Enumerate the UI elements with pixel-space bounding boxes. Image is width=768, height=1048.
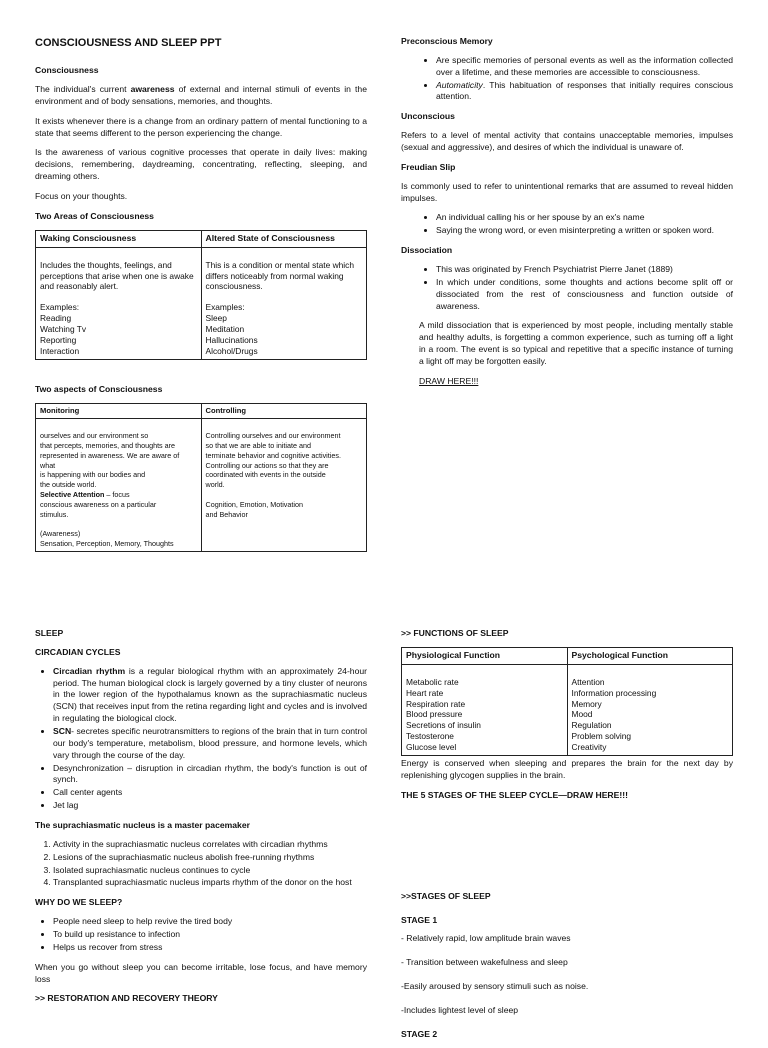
consciousness-paragraph-2: It exists whenever there is a change from an ordinary pattern of mental functioning to a state that seems different to the person experiencing the change.: [35, 115, 367, 138]
list-item: • Are specific memories of personal events as well as the information collected over a lifetime, and these memories are accessible to consciousness.: [436, 55, 733, 79]
two-aspects-table: [35, 403, 367, 552]
physiological-header: Physiological Function: [402, 647, 568, 664]
stages-of-sleep-heading: >>STAGES OF SLEEP: [401, 890, 491, 901]
list-item: • In which under conditions, some thoughts and actions become split off or dissociated from the rest of consciousness and function outside of awareness.: [436, 277, 733, 313]
why-sleep-heading: WHY DO WE SLEEP?: [35, 897, 123, 908]
list-item: • Helps us recover from stress: [53, 942, 367, 954]
why-sleep-paragraph: When you go without sleep you can become irritable, lose focus, and have memory loss: [35, 961, 367, 984]
restoration-heading: >> RESTORATION AND RECOVERY THEORY: [35, 993, 218, 1004]
consciousness-heading: Consciousness: [35, 65, 99, 76]
functions-table: [401, 647, 733, 756]
list-item: 3. Isolated suprachiasmatic nucleus continues to cycle: [53, 865, 367, 877]
two-areas-heading: Two Areas of Consciousness: [35, 210, 154, 221]
controlling-cell: Controlling ourselves and our environment so that we are able to initiate and terminate behavior and cognitive activities. Controlling our actions so that they are coordinated with events in the outside world. Cognition, Emotion, Motivation and Behavior: [201, 419, 367, 552]
circadian-list: [35, 666, 367, 812]
list-item: • Circadian rhythm is a regular biological rhythm with an approximately 24-hour period. The human biological clock is largely governed by a tiny cluster of neurons in the lower region of the hypothalamus known as the suprachiasmatic nucleus (SCN) that receives input from the retina regarding light and cycles and is involved in regulating the biological clock.: [53, 666, 367, 725]
stage-1-heading: STAGE 1: [401, 914, 438, 925]
list-item: • To build up resistance to infection: [53, 929, 367, 941]
consciousness-paragraph-3: Is the awareness of various cognitive processes that operate in daily lives: making decisions, remembering, daydreaming, concentrating, reflecting, sleeping, and dreaming others.: [35, 147, 367, 182]
psychological-cell: Attention Information processing Memory Mood Regulation Problem solving Creativity: [567, 664, 733, 755]
document-title: CONSCIOUSNESS AND SLEEP PPT: [35, 37, 222, 49]
stage-1-item: - Relatively rapid, low amplitude brain waves: [401, 933, 571, 944]
psychological-header: Psychological Function: [567, 647, 733, 664]
list-item: • People need sleep to help revive the tired body: [53, 916, 367, 928]
right-column-top: [401, 36, 733, 396]
controlling-header: Controlling: [201, 403, 367, 418]
left-column-bottom: [35, 628, 367, 1012]
consciousness-paragraph-4: Focus on your thoughts.: [35, 191, 128, 202]
list-item: • This was originated by French Psychiatrist Pierre Janet (1889): [436, 264, 733, 276]
stage-2-heading: STAGE 2: [401, 1028, 438, 1039]
monitoring-cell: ourselves and our environment so that percepts, memories, and thoughts are represented in awareness. We are aware of what is happening with our bodies and the outside world. Selective Attention – focus conscious awareness on a particular stimulus. (Awareness) Sensation, Perception, Memory, Thoughts: [36, 419, 202, 552]
five-stages-heading: THE 5 STAGES OF THE SLEEP CYCLE—DRAW HERE!!!: [401, 789, 628, 800]
two-areas-table: [35, 230, 367, 360]
physiological-cell: Metabolic rate Heart rate Respiration rate Blood pressure Secretions of insulin Testosterone Glucose level: [402, 664, 568, 755]
altered-state-header: Altered State of Consciousness: [201, 230, 367, 247]
right-column-bottom: [401, 628, 733, 1048]
preconscious-list: [401, 55, 733, 103]
stage-1-item: -Easily aroused by sensory stimuli such as noise.: [401, 981, 589, 992]
list-item: 1. Activity in the suprachiasmatic nucleus correlates with circadian rhythms: [53, 839, 367, 851]
consciousness-paragraph-1: The individual's current awareness of external and internal stimuli of events in the environment and of body sensations, memories, and thoughts.: [35, 84, 367, 106]
dissociation-heading: Dissociation: [401, 245, 453, 256]
why-sleep-list: [35, 916, 367, 954]
list-item: 4. Transplanted suprachiasmatic nucleus imparts rhythm of the donor on the host: [53, 877, 367, 889]
functions-heading: >> FUNCTIONS OF SLEEP: [401, 628, 509, 638]
unconscious-paragraph: Refers to a level of mental activity that contains unacceptable memories, impulses (sexual and aggressive), and desires of which the individual is unaware of.: [401, 130, 733, 153]
waking-consciousness-header: Waking Consciousness: [36, 230, 202, 247]
freudian-slip-list: [401, 212, 733, 237]
list-item: • Saying the wrong word, or even misinterpreting a written or spoken word.: [436, 225, 733, 237]
monitoring-header: Monitoring: [36, 403, 202, 418]
freudian-slip-heading: Freudian Slip: [401, 161, 456, 172]
draw-here-label: DRAW HERE!!!: [419, 375, 479, 386]
stage-1-item: -Includes lightest level of sleep: [401, 1005, 519, 1016]
preconscious-heading: Preconscious Memory: [401, 36, 493, 46]
list-item: • Call center agents: [53, 787, 367, 799]
scn-heading: The suprachiasmatic nucleus is a master pacemaker: [35, 820, 250, 831]
list-item: • SCN- secretes specific neurotransmitters to regions of the brain that in turn control our body's temperature, metabolism, blood pressure, and hormone levels, which vary through the course of the day.: [53, 726, 367, 762]
draw-here-line: [401, 376, 733, 388]
list-item: • Jet lag: [53, 800, 367, 812]
waking-consciousness-cell: Includes the thoughts, feelings, and perceptions that arise when one is awake and reasonably alert. Examples: Reading Watching Tv Reporting Interaction: [36, 247, 202, 359]
dissociation-list: [401, 264, 733, 312]
list-item: • An individual calling his or her spouse by an ex's name: [436, 212, 733, 224]
altered-state-cell: This is a condition or mental state which differs noticeably from normal waking consciousness. Examples: Sleep Meditation Hallucinations Alcohol/Drugs: [201, 247, 367, 359]
freudian-slip-paragraph: Is commonly used to refer to unintentional remarks that are assumed to reveal hidden impulses.: [401, 180, 733, 203]
sleep-heading: SLEEP: [35, 628, 64, 638]
dissociation-paragraph: A mild dissociation that is experienced by most people, including mentally stable and healthy adults, is forgetting a common experience, such as turning off a light in a room. The event is so typical and repetitive that a specific instance of turning a light off may be forgotten easily.: [419, 320, 733, 367]
two-aspects-heading: Two aspects of Consciousness: [35, 384, 163, 394]
left-column-top: [35, 36, 367, 562]
scn-list: [35, 839, 367, 889]
energy-paragraph: Energy is conserved when sleeping and prepares the brain for the next day by replenishing glycogen supplies in the brain.: [401, 758, 733, 781]
stage-1-item: - Transition between wakefulness and sleep: [401, 957, 568, 968]
circadian-cycles-heading: CIRCADIAN CYCLES: [35, 646, 121, 657]
list-item: • Automaticity. This habituation of responses that initially requires conscious attention.: [436, 80, 733, 104]
list-item: 2. Lesions of the suprachiasmatic nucleus abolish free-running rhythms: [53, 852, 367, 864]
unconscious-heading: Unconscious: [401, 111, 455, 122]
list-item: • Desynchronization – disruption in circadian rhythm, the body's function is out of synch.: [53, 763, 367, 787]
